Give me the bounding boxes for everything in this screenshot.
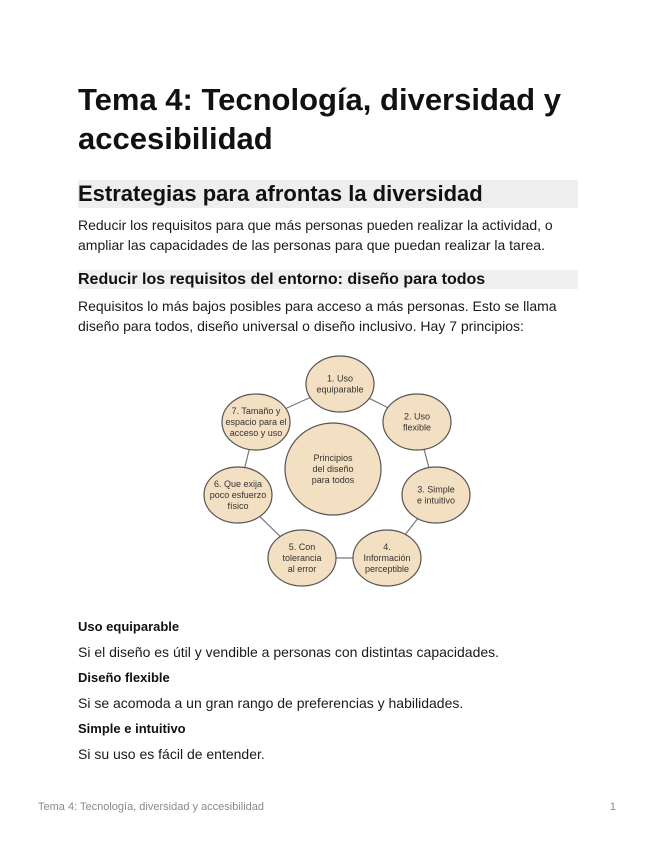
center-circle-label: Principios del diseño para todos <box>311 453 355 485</box>
principle-node-label-5: 5. Con tolerancia al error <box>282 542 322 574</box>
principle-node-label-4: 4. Información perceptible <box>363 542 411 574</box>
principle-node-label-3: 3. Simple e intuitivo <box>416 484 456 506</box>
document-title: Tema 4: Tecnología, diversidad y accesibilidad <box>78 82 561 156</box>
section-intro: Reducir los requisitos para que más personas pueden realizar la actividad, o ampliar las capacidades de las personas para que puedan realizar la tarea. <box>78 217 553 253</box>
subsection-text: Requisitos lo más bajos posibles para acceso a más personas. Esto se llama diseño para todos, diseño universal o diseño inclusivo. Hay 7 principios: <box>78 298 557 334</box>
principle-node-label-1: 1. Uso equiparable <box>316 373 364 395</box>
principle-title-2: Diseño flexible <box>78 670 170 685</box>
principle-node-label-6: 6. Que exija poco esfuerzo físico <box>209 479 267 511</box>
footer-title: Tema 4: Tecnología, diversidad y accesibilidad <box>38 801 265 813</box>
footer-page-number: 1 <box>609 801 616 813</box>
principle-description-2: Si se acomoda a un gran rango de preferencias y habilidades. <box>78 695 464 711</box>
principle-description-1: Si el diseño es útil y vendible a personas con distintas capacidades. <box>78 644 500 660</box>
principle-node-label-7: 7. Tamaño y espacio para el acceso y uso <box>225 406 287 438</box>
subsection-heading: Reducir los requisitos del entorno: diseño para todos <box>78 270 578 289</box>
principles-diagram <box>194 355 476 593</box>
principle-description-3: Si su uso es fácil de entender. <box>78 746 265 762</box>
principle-title-3: Simple e intuitivo <box>78 721 186 736</box>
principle-title-1: Uso equiparable <box>78 619 180 634</box>
principles-diagram-svg <box>194 355 476 593</box>
principle-node-label-2: 2. Uso flexible <box>402 411 432 433</box>
section-heading: Estrategias para afrontas la diversidad <box>78 180 578 208</box>
